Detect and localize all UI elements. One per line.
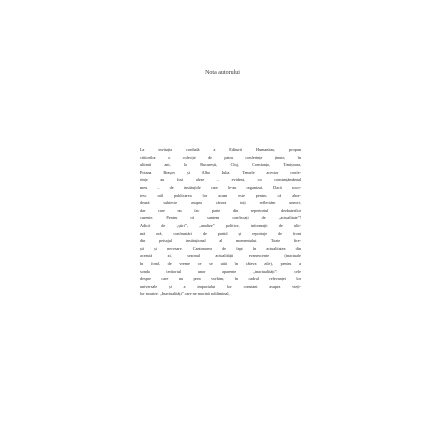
section-heading: Nota autorului bbox=[205, 70, 240, 76]
text-line: din peisajul instituțional al momentului. Toate fire- bbox=[140, 238, 301, 244]
text-line: Adică de „știri”, „analize” politice, informații de ulti- bbox=[140, 222, 301, 228]
text-line: Poiana Brașov și Alba Iulia. Temele acestor confe- bbox=[140, 169, 301, 175]
text-line: despre care nu prea vorbim, în cadrul relevanței lor bbox=[140, 276, 301, 282]
text-line: ști și necesare. Cantonarea de fapt în actualitatea din bbox=[140, 245, 301, 251]
text-line: lor noastre. „Inactualități” care ne macină subliminal, bbox=[140, 291, 230, 297]
text-line: dar care nu fac parte din repertoriul dezbaterilor bbox=[140, 207, 301, 213]
text-line: această zi, sezonul actualității evanescente (inactuale bbox=[140, 253, 301, 259]
text-line: sonda teritoriul unor aparente „inactualități”: cele bbox=[140, 268, 301, 274]
text-line: La invitația cordială a Editurii Humanitas, propun bbox=[140, 147, 301, 152]
text-line: tesc util publicarea lor acum este pentru că abor- bbox=[140, 192, 301, 198]
text-line: curente. Pentru că suntem confiscați de „actualitate”! bbox=[140, 215, 301, 221]
text-line: în fond, de vreme ce se uită în câteva zile), pentru a bbox=[140, 260, 301, 266]
text-line: rințe au fost alese – evident, cu consimțământul bbox=[140, 177, 301, 183]
text-line: dează subiecte asupra cărora toți reflectăm uneori, bbox=[140, 200, 301, 206]
body-paragraph bbox=[140, 146, 301, 298]
text-line: universale și a impactului lor constant asupra vieți- bbox=[140, 283, 301, 289]
text-line: cititorilor o colecție de patru conferințe ținute, în bbox=[140, 154, 301, 160]
text-line: mă oră, confruntări de partid și reportaje de front bbox=[140, 230, 301, 236]
text-line: ultimii ani, la București, Cluj, Constanța, Timișoara, bbox=[140, 162, 301, 168]
text-line: meu – de instituțiile care le-au organizat. Dacă soco- bbox=[140, 184, 301, 190]
